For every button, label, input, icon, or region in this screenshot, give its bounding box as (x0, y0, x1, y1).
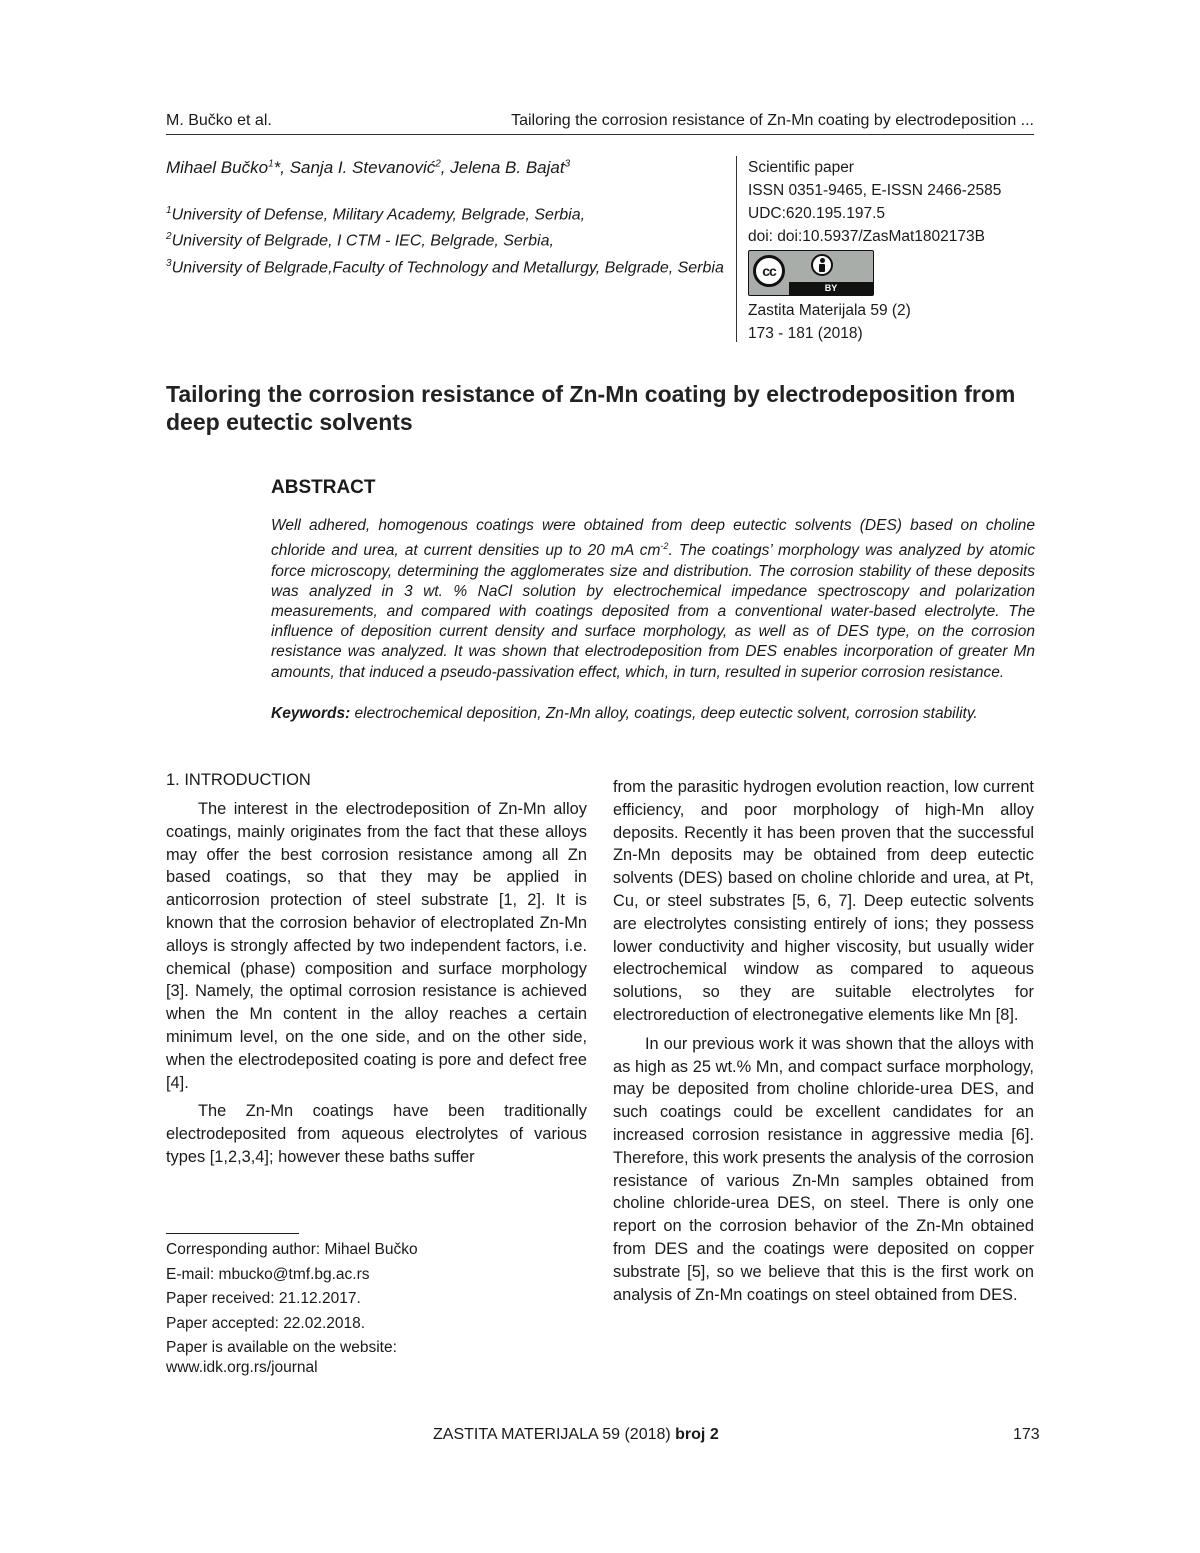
body-column-right (613, 776, 1034, 1312)
cc-by-license-icon (748, 250, 874, 296)
corresponding-author: Corresponding author: Mihael Bučko (166, 1241, 418, 1258)
author-name: Mihael Bučko (166, 158, 269, 177)
affiliation-text: University of Belgrade,Faculty of Technology and Metallurgy, Belgrade, Serbia (171, 258, 724, 276)
keywords (271, 704, 1035, 724)
by-label: BY (789, 282, 873, 295)
website-note (166, 1338, 586, 1377)
affiliation-text: University of Belgrade, I CTM - IEC, Belgrade, Serbia, (171, 232, 554, 250)
doi: doi: doi:10.5937/ZasMat1802173B (748, 228, 985, 245)
footnote-rule (166, 1233, 299, 1234)
email: E-mail: mbucko@tmf.bg.ac.rs (166, 1265, 370, 1283)
page-number: 173 (1013, 1426, 1040, 1443)
footer-journal (433, 1426, 719, 1444)
paragraph: The Zn-Mn coatings have been traditionally electrodeposited from aqueous electrolytes of various types [1,2,3,4]; however these baths suffer (166, 1102, 587, 1166)
paragraph: The interest in the electrodeposition of Zn-Mn alloy coatings, mainly originates from the fact that these alloys may offer the best corrosion resistance among all Zn based coatings, so that they may be applied in anticorrosion protection of steel substrate [1, 2]. It is known that the corrosion behavior of electroplated Zn-Mn alloys is strongly affected by two independent factors, i.e. chemical (phase) composition and surface morphology [3]. Namely, the optimal corrosion resistance is achieved when the Mn content in the alloy reaches a certain minimum level, on the one side, and on the other side, when the electrodeposited coating is pore and defect free [4]. (166, 800, 587, 1092)
author-separator: *, (273, 158, 290, 177)
author-name: Sanja I. Stevanović (289, 158, 436, 177)
attribution-person-icon (811, 254, 833, 276)
received-date: Paper received: 21.12.2017. (166, 1290, 361, 1307)
author-list (166, 158, 726, 178)
footer-issue: broj 2 (675, 1426, 719, 1443)
abstract-superscript: -2 (660, 541, 669, 552)
paragraph: In our previous work it was shown that the alloys with as high as 25 wt.% Mn, and compact surface morphology, may be deposited from choline chloride-urea DES, and such coatings could be excellent candidates for an increased corrosion resistance in aggressive media [6]. Therefore, this work presents the analysis of the corrosion resistance of various Zn-Mn samples obtained from choline chloride-urea DES, on steel. There is only one report on the corrosion behavior of the Zn-Mn obtained from DES and the coatings were deposited on copper substrate [5], so we believe that this is the first work on analysis of Zn-Mn coatings on steel obtained from DES. (613, 1034, 1034, 1304)
paper-type: Scientific paper (748, 159, 854, 176)
affiliation-list (166, 200, 726, 279)
running-header-title: Tailoring the corrosion resistance of Zn-Mn coating by electrodeposition ... (511, 112, 1034, 129)
issn: ISSN 0351-9465, E-ISSN 2466-2585 (748, 182, 1002, 199)
author-name: Jelena B. Bajat (450, 158, 565, 177)
affiliation (166, 200, 726, 226)
abstract-heading: ABSTRACT (271, 477, 376, 498)
footer-journal-name: ZASTITA MATERIJALA 59 (2018) (433, 1426, 676, 1443)
cc-icon: cc (753, 255, 785, 287)
affiliation-text: University of Defense, Military Academy, Belgrade, Serbia, (171, 206, 586, 224)
udc: UDC:620.195.197.5 (748, 205, 886, 222)
page-range: 173 - 181 (2018) (748, 325, 863, 342)
affiliation (166, 226, 726, 252)
journal-volume: Zastita Materijala 59 (2) (748, 302, 911, 319)
running-header (166, 110, 1034, 135)
abstract-text-part: . The coatings’ morphology was analyzed by atomic force microscopy, determining the agglomerates size and distribution. The corrosion stability of these deposits was analyzed in 3 wt. % NaCl solution by electrochemical impedance spectroscopy and polarization measurements, and compared with coatings deposited from a conventional water-based electrolyte. The influence of deposition current density and surface morphology, as well as of DES type, on the corrosion resistance was analyzed. It was shown that electrodeposition from DES enables incorporation of greater Mn amounts, that induced a pseudo-passivation effect, which, in turn, resulted in superior corrosion resistance. (271, 542, 1035, 681)
affiliation-mark: 1 (166, 205, 172, 216)
paper-title: Tailoring the corrosion resistance of Zn-Mn coating by electrodeposition from deep eutectic solvents (166, 381, 1016, 435)
keywords-list: electrochemical deposition, Zn-Mn alloy, coatings, deep eutectic solvent, corrosion stability. (350, 705, 978, 722)
publication-meta (736, 156, 1036, 342)
affiliation-mark: 3 (166, 257, 172, 269)
running-header-authors: M. Bučko et al. (166, 112, 272, 129)
affiliation (166, 253, 726, 279)
affiliation-mark: 2 (166, 231, 172, 243)
website-label: Paper is available on the website: (166, 1339, 397, 1356)
accepted-date: Paper accepted: 22.02.2018. (166, 1314, 366, 1332)
author-affiliation-mark: 2 (435, 158, 441, 170)
author-separator: , (440, 158, 451, 177)
body-column-left (166, 798, 587, 1175)
abstract-text-part: Well adhered, homogenous coatings were obtained from deep eutectic solvents (DES) based on choline chloride and urea, at current densities up to 20 mA cm (271, 517, 1035, 560)
keywords-label: Keywords: (271, 705, 351, 722)
footnotes (166, 1240, 586, 1382)
author-affiliation-mark: 3 (564, 158, 571, 170)
abstract-text (271, 516, 1035, 683)
paragraph: from the parasitic hydrogen evolution reaction, low current efficiency, and poor morphology of high-Mn alloy deposits. Recently it has been proven that the successful Zn-Mn deposits may be obtained from deep eutectic solvents (DES) based on choline chloride and urea, at Pt, Cu, or steel substrates [5, 6, 7]. Deep eutectic solvents are electrolytes consisting entirely of ions; they possess lower conductivity and higher viscosity, but usually wider electrochemical window as compared to aqueous solutions, so they are suitable electrolytes for electroreduction of electronegative elements like Mn [8]. (613, 778, 1034, 1024)
author-affiliation-mark: 1 (268, 158, 274, 170)
section-heading: 1. INTRODUCTION (166, 771, 311, 789)
website-link[interactable]: www.idk.org.rs/journal (166, 1358, 318, 1376)
